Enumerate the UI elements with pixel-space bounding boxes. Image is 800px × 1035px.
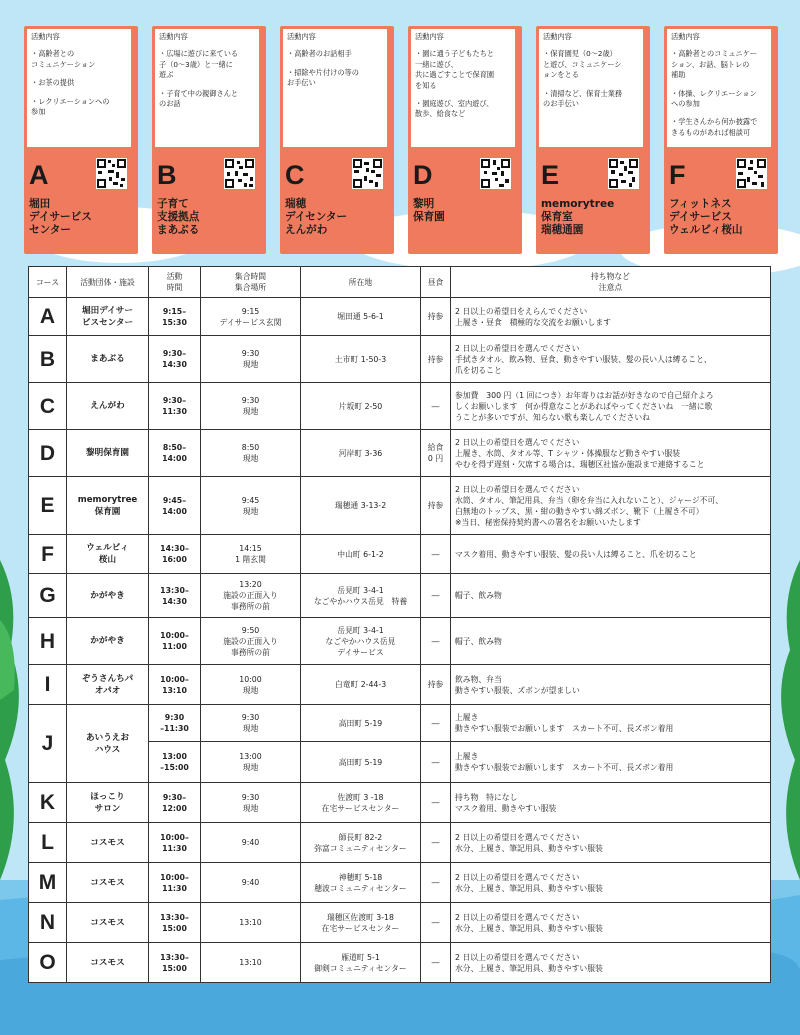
notes-cell: 帽子、飲み物	[451, 618, 771, 665]
time-cell: 14:30– 16:00	[149, 535, 201, 574]
qr-code-icon[interactable]	[608, 158, 639, 189]
notes-cell: 2 日以上の希望日を選んでください 上履き、水筒、タオル等、T シャツ・体操服など動きやすい服装 やむを得ず遅刻・欠席する場合は、瑞穂区社協か施設まで連絡すること	[451, 430, 771, 477]
lunch-cell: 持参	[421, 477, 451, 535]
org-cell: コスモス	[67, 943, 149, 983]
lunch-cell: ―	[421, 823, 451, 863]
header-addr: 所在地	[301, 267, 421, 298]
meet-cell: 9:50 施設の正面入り 事務所の前	[201, 618, 301, 665]
activity-heading: 活動内容	[31, 32, 60, 41]
table-row	[29, 783, 771, 823]
course-letter: A	[29, 160, 49, 190]
address-cell: 雁道町 5-1 御剣コミュニティセンター	[301, 943, 421, 983]
org-cell: memorytree 保育園	[67, 477, 149, 535]
time-cell: 10:00– 11:30	[149, 823, 201, 863]
table-row	[29, 430, 771, 477]
activity-item: ・保育園児（0～2歳） と遊び、コミュニケーシ ョンをとる	[543, 49, 622, 80]
facility-card-f	[664, 26, 778, 254]
table-row	[29, 665, 771, 705]
course-cell: A	[29, 298, 67, 336]
header-time: 活動 時間	[149, 267, 201, 298]
notes-cell: 上履き 動きやすい服装でお願いします スカート不可、長ズボン着用	[451, 742, 771, 783]
course-cell: J	[29, 705, 67, 783]
facility-card-d	[408, 26, 522, 254]
facility-name: 黎明 保育園	[413, 198, 445, 223]
lunch-cell: ―	[421, 383, 451, 430]
lunch-cell: ―	[421, 943, 451, 983]
lunch-cell: ―	[421, 903, 451, 943]
course-letter: E	[541, 160, 560, 190]
table-row	[29, 298, 771, 336]
notes-cell: 2 日以上の希望日を選んでください 水分、上履き、筆記用具、動きやすい服装	[451, 863, 771, 903]
meet-cell: 14:15 1 階玄関	[201, 535, 301, 574]
org-cell: コスモス	[67, 903, 149, 943]
activity-item: ・掃除や片付けの等の お手伝い	[287, 67, 359, 88]
table-row	[29, 477, 771, 535]
table-row	[29, 705, 771, 742]
activity-heading: 活動内容	[671, 32, 700, 41]
activity-heading: 活動内容	[543, 32, 572, 41]
time-cell: 8:50– 14:00	[149, 430, 201, 477]
activity-item: ・清掃など、保育士業務 のお手伝い	[543, 88, 623, 109]
qr-code-icon[interactable]	[96, 158, 127, 189]
course-cell: F	[29, 535, 67, 574]
activity-item: ・園に通う子どもたちと 一緒に遊び、 共に過ごすことで保育園 を知る	[415, 49, 495, 90]
time-cell: 9:15– 15:30	[149, 298, 201, 336]
time-cell: 10:00– 11:00	[149, 618, 201, 665]
notes-cell: 2 日以上の希望日をえらんでください 上履き・昼食 積極的な交流をお願いします	[451, 298, 771, 336]
address-cell: 師長町 82-2 弥富コミュニティセンター	[301, 823, 421, 863]
meet-cell: 9:45 現地	[201, 477, 301, 535]
notes-cell: 2 日以上の希望日を選んでください 水分、上履き、筆記用具、動きやすい服装	[451, 823, 771, 863]
meet-cell: 9:30 現地	[201, 705, 301, 742]
activity-item: ・子育て中の親御さんと のお話	[159, 88, 239, 109]
time-cell: 10:00– 11:30	[149, 863, 201, 903]
org-cell: まあぶる	[67, 336, 149, 383]
time-cell: 9:30– 11:30	[149, 383, 201, 430]
meet-cell: 10:00 現地	[201, 665, 301, 705]
activity-box	[27, 29, 131, 147]
lunch-cell: 持参	[421, 298, 451, 336]
lunch-cell: ―	[421, 618, 451, 665]
notes-cell: 持ち物 特になし マスク着用、動きやすい服装	[451, 783, 771, 823]
facility-name: memorytree 保育室 瑞穂通園	[541, 198, 615, 236]
address-cell: 高田町 5-19	[301, 705, 421, 742]
time-cell: 13:30– 15:00	[149, 943, 201, 983]
table-row	[29, 943, 771, 983]
lunch-cell: 持参	[421, 336, 451, 383]
activity-item: ・高齢者とのコミュニケー ション、お話、脳トレの 補助	[671, 49, 758, 80]
notes-cell: 帽子、飲み物	[451, 574, 771, 618]
table-row	[29, 903, 771, 943]
facility-name: フィットネス デイサービス ウェルビィ桜山	[669, 198, 743, 236]
org-cell: かがやき	[67, 574, 149, 618]
notes-cell: 上履き 動きやすい服装でお願いします スカート不可、長ズボン着用	[451, 705, 771, 742]
org-cell: コスモス	[67, 823, 149, 863]
course-cell: M	[29, 863, 67, 903]
lunch-cell: ―	[421, 574, 451, 618]
facility-card-e	[536, 26, 650, 254]
activity-item: ・広場に遊びに来ている 子（0～3歳）と一緒に 遊ぶ	[159, 49, 239, 80]
activity-box	[539, 29, 643, 147]
facility-name: 子育て 支援拠点 まあぶる	[157, 198, 200, 236]
time-cell: 9:30– 14:30	[149, 336, 201, 383]
qr-code-icon[interactable]	[224, 158, 255, 189]
org-cell: あいうえお ハウス	[67, 705, 149, 783]
lunch-cell: 給食 0 円	[421, 430, 451, 477]
course-cell: H	[29, 618, 67, 665]
address-cell: 高田町 5-19	[301, 742, 421, 783]
org-cell: かがやき	[67, 618, 149, 665]
table-row	[29, 823, 771, 863]
facility-name: 堀田 デイサービス センター	[29, 198, 92, 236]
header-org: 活動団体・施設	[67, 267, 149, 298]
meet-cell: 13:10	[201, 943, 301, 983]
table-row	[29, 574, 771, 618]
course-cell: L	[29, 823, 67, 863]
activity-heading: 活動内容	[287, 32, 316, 41]
lunch-cell: 持参	[421, 665, 451, 705]
table-row	[29, 618, 771, 665]
activity-box	[411, 29, 515, 147]
time-cell: 9:45– 14:00	[149, 477, 201, 535]
org-cell: えんがわ	[67, 383, 149, 430]
time-cell: 13:30– 15:00	[149, 903, 201, 943]
header-items: 持ち物など 注意点	[451, 267, 771, 298]
meet-cell: 9:30 現地	[201, 383, 301, 430]
address-cell: 堀田通 5-6-1	[301, 298, 421, 336]
course-letter: B	[157, 160, 177, 190]
meet-cell: 13:20 施設の正面入り 事務所の前	[201, 574, 301, 618]
facility-card-b	[152, 26, 266, 254]
time-cell: 9:30– 12:00	[149, 783, 201, 823]
notes-cell: 参加費 300 円（1 回につき）お年寄りはお話が好きなので自己紹介よろ しくお願いします 何か得意なことがあればやってくださいね 一緒に歌 うことが多いですが、知らない歌も楽しんでくださいね	[451, 383, 771, 430]
address-cell: 神穂町 5-18 穂波コミュニティセンター	[301, 863, 421, 903]
facility-cards	[24, 26, 780, 254]
time-cell: 13:30– 14:30	[149, 574, 201, 618]
course-cell: E	[29, 477, 67, 535]
notes-cell: マスク着用、動きやすい服装、髪の長い人は縛ること、爪を切ること	[451, 535, 771, 574]
notes-cell: 2 日以上の希望日を選んでください 水分、上履き、筆記用具、動きやすい服装	[451, 943, 771, 983]
course-cell: O	[29, 943, 67, 983]
address-cell: 片坂町 2-50	[301, 383, 421, 430]
lunch-cell: ―	[421, 705, 451, 742]
notes-cell: 2 日以上の希望日を選んでください 水分、上履き、筆記用具、動きやすい服装	[451, 903, 771, 943]
activity-box	[283, 29, 387, 147]
address-cell: 土市町 1-50-3	[301, 336, 421, 383]
table-row	[29, 383, 771, 430]
address-cell: 岳見町 3-4-1 なごやかハウス岳見 特養	[301, 574, 421, 618]
facility-card-a	[24, 26, 138, 254]
activity-item: ・お茶の提供	[31, 78, 75, 88]
activity-item: ・園庭遊び、室内遊び、 散歩、給食など	[415, 99, 494, 119]
address-cell: 瑞穂通 3-13-2	[301, 477, 421, 535]
activity-heading: 活動内容	[415, 32, 444, 41]
time-cell: 10:00– 13:10	[149, 665, 201, 705]
notes-cell: 飲み物、弁当 動きやすい服装、ズボンが望ましい	[451, 665, 771, 705]
notes-cell: 2 日以上の希望日を選んでください 水筒、タオル、筆記用具、弁当（卵を弁当に入れないこと）、ジャージ不可、 白無地のトップス、黒・紺の動きやすい綿ズボン、靴下（上履き不可） ※当日、秘密保持契約書への署名をお願いいたします	[451, 477, 771, 535]
activity-heading: 活動内容	[159, 32, 188, 41]
meet-cell: 9:40	[201, 863, 301, 903]
activity-box	[155, 29, 259, 147]
org-cell: コスモス	[67, 863, 149, 903]
course-cell: G	[29, 574, 67, 618]
address-cell: 河岸町 3-36	[301, 430, 421, 477]
time-cell: 13:00 –15:00	[149, 742, 201, 783]
address-cell: 岳見町 3-4-1 なごやかハウス岳見 デイサービス	[301, 618, 421, 665]
course-letter: C	[285, 160, 305, 190]
table-row	[29, 863, 771, 903]
org-cell: ウェルビィ 桜山	[67, 535, 149, 574]
header-lunch: 昼食	[421, 267, 451, 298]
meet-cell: 9:15 デイサービス玄関	[201, 298, 301, 336]
lunch-cell: ―	[421, 742, 451, 783]
course-cell: K	[29, 783, 67, 823]
meet-cell: 13:10	[201, 903, 301, 943]
activity-item: ・学生さんから何か披露で きるものがあれば相談可	[671, 117, 758, 137]
activity-item: ・高齢者との コミュニケーション	[31, 49, 96, 69]
activity-item: ・高齢者のお話相手	[287, 49, 352, 59]
activity-item: ・体操、レクリエーション への参加	[671, 88, 757, 109]
course-letter: D	[413, 160, 433, 190]
lunch-cell: ―	[421, 863, 451, 903]
activity-item: ・レクリエーションへの 参加	[31, 96, 110, 117]
address-cell: 白竜町 2-44-3	[301, 665, 421, 705]
table-row	[29, 336, 771, 383]
header-course: コース	[29, 267, 67, 298]
lunch-cell: ―	[421, 783, 451, 823]
address-cell: 中山町 6-1-2	[301, 535, 421, 574]
facility-name: 瑞穂 デイセンター えんがわ	[285, 198, 348, 236]
org-cell: 黎明保育園	[67, 430, 149, 477]
course-cell: C	[29, 383, 67, 430]
facility-card-c	[280, 26, 394, 254]
notes-cell: 2 日以上の希望日を選んでください 手拭きタオル、飲み物、昼食、動きやすい服装、髪の長い人は縛ること、 爪を切ること	[451, 336, 771, 383]
org-cell: 堀田デイサー ビスセンター	[67, 298, 149, 336]
course-cell: I	[29, 665, 67, 705]
table-row	[29, 535, 771, 574]
address-cell: 瑞穂区佐渡町 3-18 在宅サービスセンター	[301, 903, 421, 943]
table-header-row	[29, 267, 771, 298]
course-cell: D	[29, 430, 67, 477]
meet-cell: 9:30 現地	[201, 336, 301, 383]
course-letter: F	[669, 160, 686, 190]
course-cell: B	[29, 336, 67, 383]
schedule-table-wrap	[28, 266, 770, 983]
course-cell: N	[29, 903, 67, 943]
qr-code-icon[interactable]	[352, 158, 383, 189]
meet-cell: 13:00 現地	[201, 742, 301, 783]
meet-cell: 8:50 現地	[201, 430, 301, 477]
lunch-cell: ―	[421, 535, 451, 574]
address-cell: 佐渡町 3 -18 在宅サービスセンター	[301, 783, 421, 823]
qr-code-icon[interactable]	[480, 158, 511, 189]
header-meet: 集合時間 集合場所	[201, 267, 301, 298]
qr-code-icon[interactable]	[736, 158, 767, 189]
time-cell: 9:30 –11:30	[149, 705, 201, 742]
org-cell: ぞうさんちパ オパオ	[67, 665, 149, 705]
meet-cell: 9:30 現地	[201, 783, 301, 823]
meet-cell: 9:40	[201, 823, 301, 863]
activity-box	[667, 29, 771, 147]
org-cell: ほっこり サロン	[67, 783, 149, 823]
schedule-table	[28, 266, 771, 983]
